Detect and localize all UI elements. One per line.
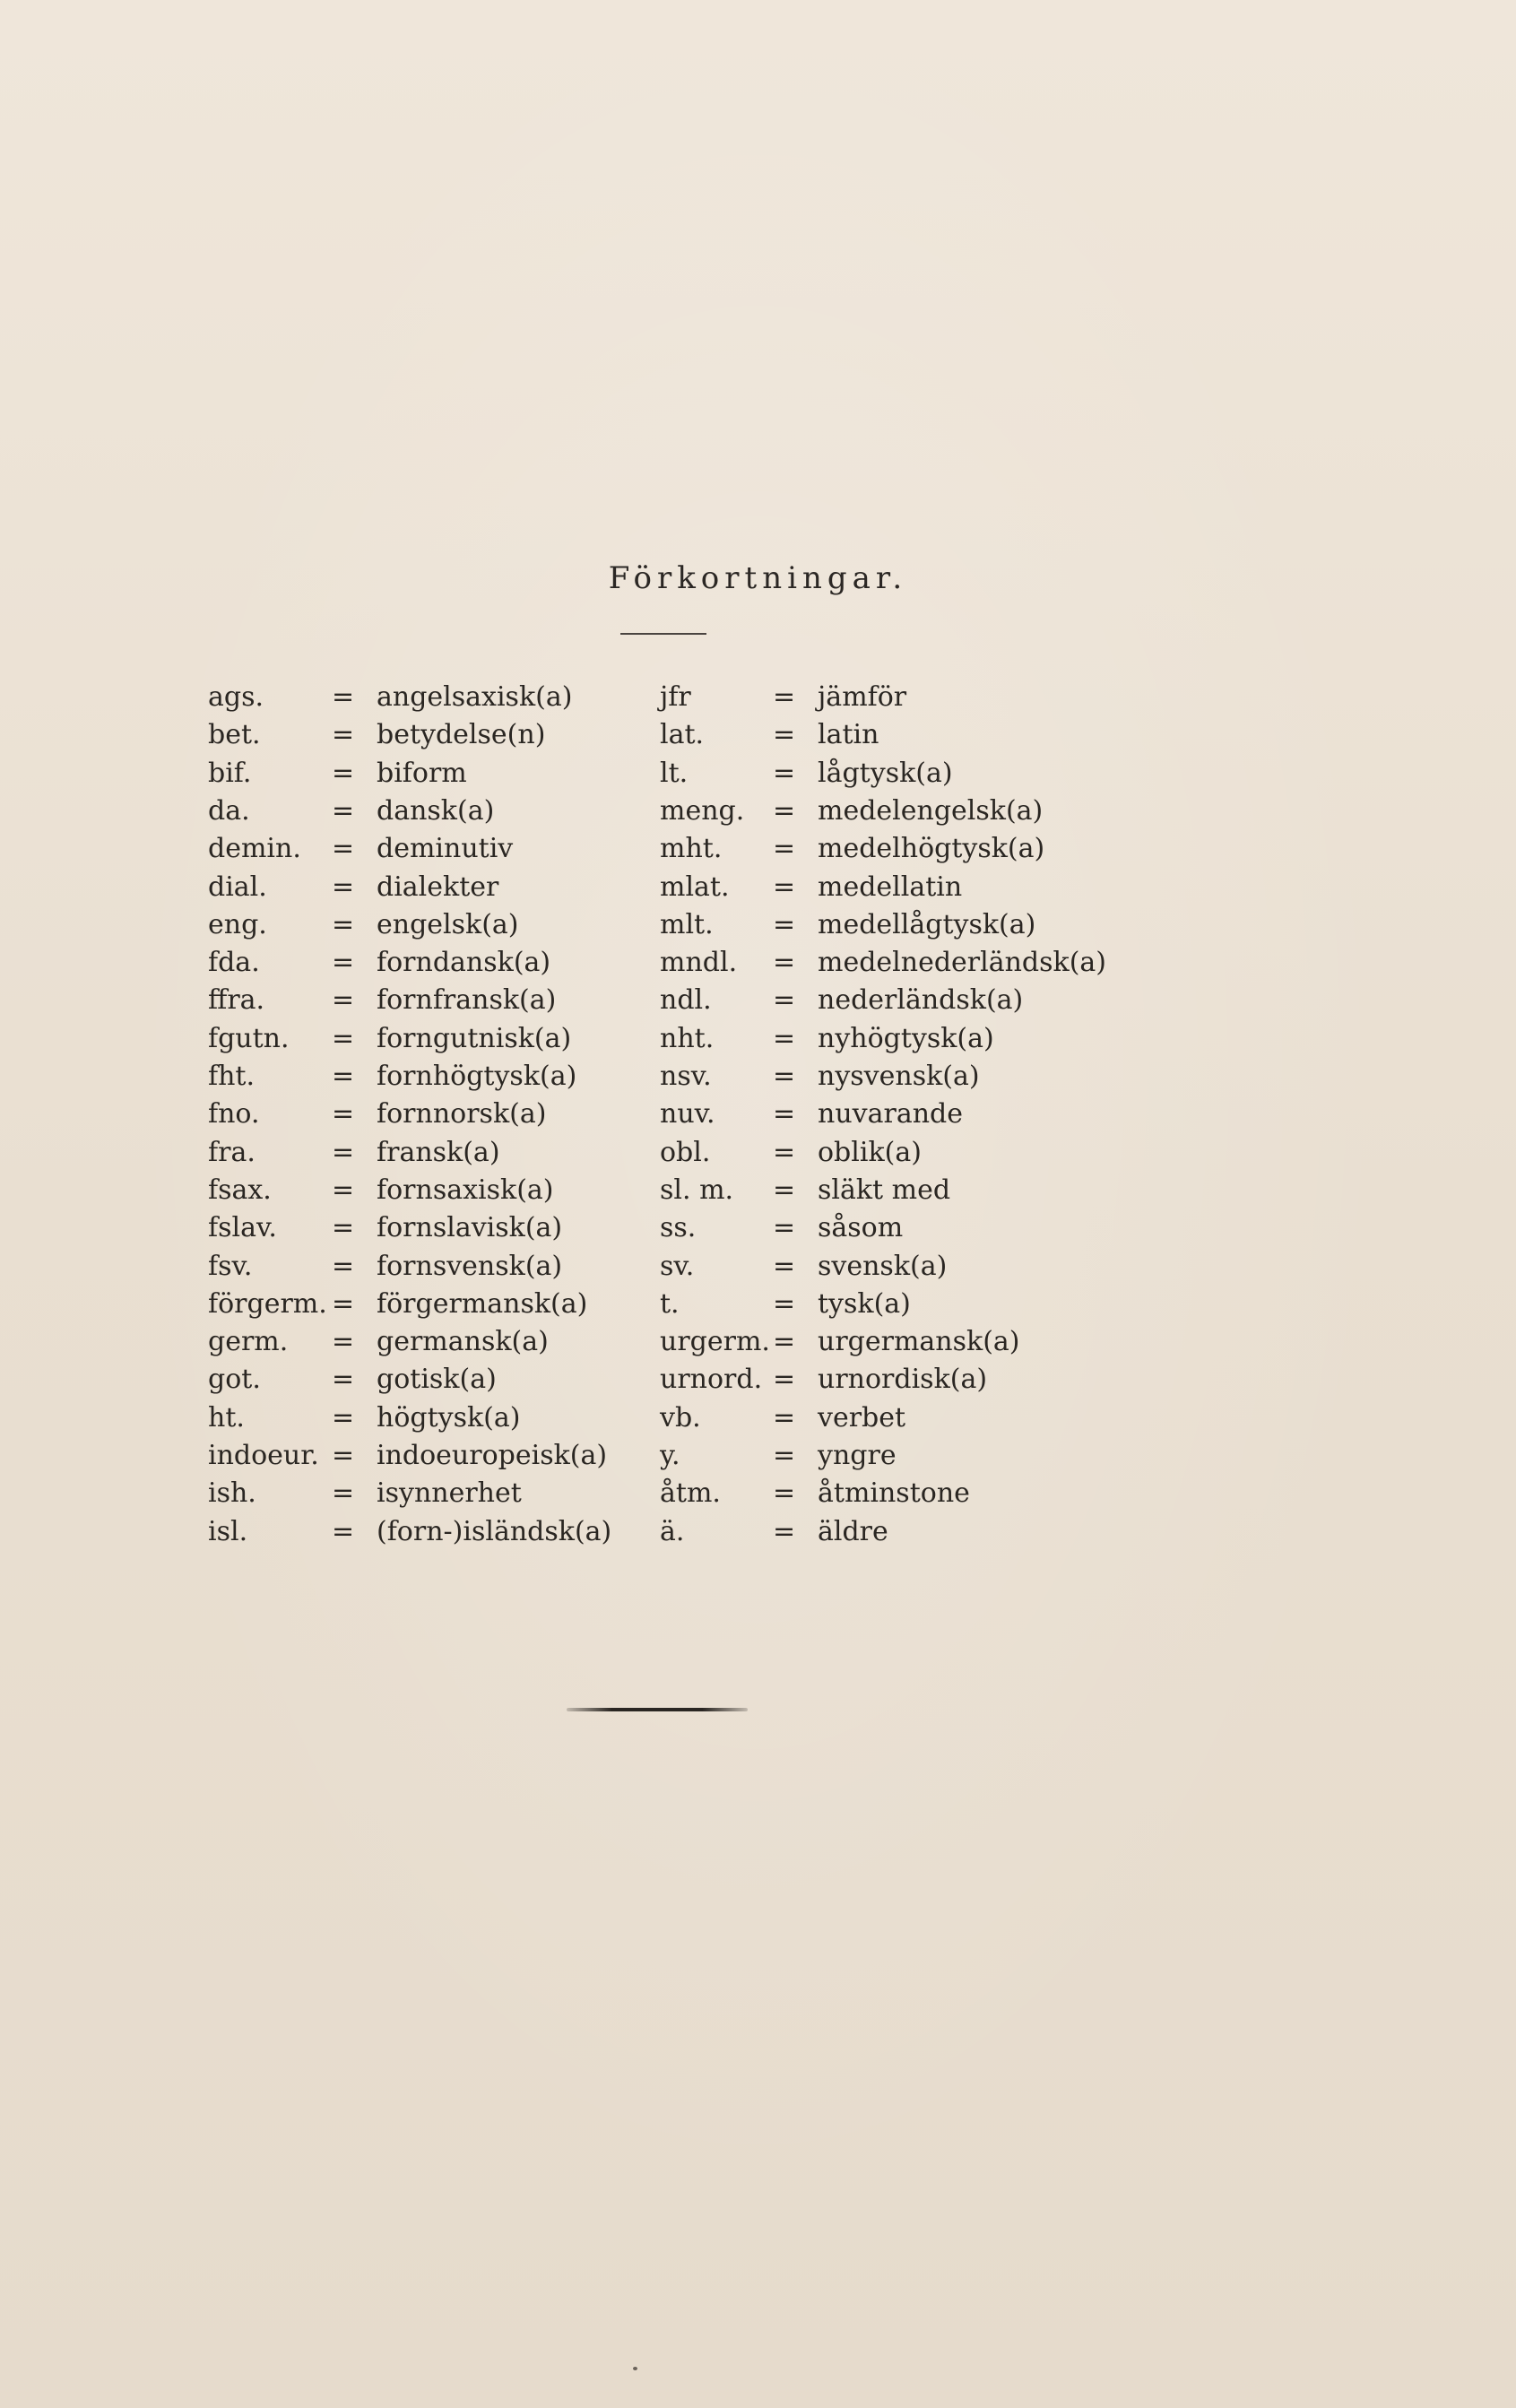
abbreviation-meaning: fornfransk(a)	[377, 984, 557, 1017]
abbreviation-term: meng.	[660, 794, 745, 827]
equals-sign: =	[332, 1401, 355, 1434]
equals-sign: =	[332, 681, 355, 713]
abbreviation-meaning: verbet	[818, 1401, 906, 1434]
equals-sign: =	[332, 833, 355, 865]
abbreviation-term: sl. m.	[660, 1174, 734, 1206]
equals-sign: =	[773, 984, 796, 1017]
equals-sign: =	[773, 1440, 796, 1471]
abbreviation-meaning: jämför	[818, 681, 907, 713]
equals-sign: =	[773, 719, 796, 751]
abbreviation-term: mlat.	[660, 871, 730, 903]
abbreviation-meaning: dansk(a)	[377, 794, 495, 827]
abbreviation-meaning: medelnederländsk(a)	[818, 947, 1107, 979]
equals-sign: =	[773, 1477, 796, 1510]
abbreviation-entry	[660, 831, 1287, 867]
equals-sign: =	[773, 1401, 796, 1434]
abbreviation-meaning: nuvarande	[818, 1098, 963, 1130]
equals-sign: =	[332, 1440, 355, 1471]
abbreviation-meaning: biform	[377, 757, 467, 789]
abbreviation-meaning: medellatin	[818, 871, 963, 903]
abbreviation-meaning: medellågtysk(a)	[818, 908, 1036, 940]
abbreviation-entry	[660, 1059, 1287, 1095]
abbreviation-meaning: engelsk(a)	[377, 908, 519, 940]
abbreviation-meaning: fornsvensk(a)	[377, 1250, 563, 1282]
abbreviation-meaning: oblik(a)	[818, 1136, 922, 1168]
abbreviation-term: nht.	[660, 1022, 715, 1054]
abbreviation-term: ss.	[660, 1212, 697, 1244]
equals-sign: =	[773, 1136, 796, 1168]
abbreviation-entry	[660, 1362, 1287, 1398]
abbreviation-term: ags.	[208, 681, 264, 713]
abbreviation-meaning: lågtysk(a)	[818, 757, 953, 789]
equals-sign: =	[332, 794, 355, 827]
abbreviation-meaning: dialekter	[377, 871, 499, 903]
abbreviation-term: ish.	[208, 1477, 256, 1510]
abbreviation-entry	[660, 1173, 1287, 1208]
abbreviation-meaning: släkt med	[818, 1174, 951, 1206]
abbreviation-entry	[660, 1400, 1287, 1436]
abbreviation-meaning: fornslavisk(a)	[377, 1212, 563, 1244]
abbreviation-term: mndl.	[660, 947, 738, 979]
abbreviation-entry	[660, 756, 1287, 792]
equals-sign: =	[332, 984, 355, 1017]
abbreviation-term: dial.	[208, 871, 267, 903]
abbreviation-term: mht.	[660, 833, 723, 865]
abbreviation-term: nuv.	[660, 1098, 715, 1130]
abbreviation-meaning: högtysk(a)	[377, 1401, 521, 1434]
page-title: Förkortningar.	[608, 560, 908, 596]
abbreviation-meaning: fornsaxisk(a)	[377, 1174, 554, 1206]
equals-sign: =	[332, 1212, 355, 1244]
abbreviation-meaning: urgermansk(a)	[818, 1326, 1020, 1358]
equals-sign: =	[332, 719, 355, 751]
abbreviation-entry	[660, 680, 1287, 715]
abbreviation-term: fda.	[208, 947, 260, 979]
abbreviation-term: åtm.	[660, 1477, 721, 1510]
abbreviation-term: mlt.	[660, 908, 714, 940]
paper-speck	[633, 2367, 637, 2370]
abbreviation-meaning: indoeuropeisk(a)	[377, 1440, 608, 1471]
abbreviation-meaning: tysk(a)	[818, 1287, 911, 1320]
equals-sign: =	[773, 1022, 796, 1054]
equals-sign: =	[773, 1364, 796, 1396]
equals-sign: =	[773, 681, 796, 713]
equals-sign: =	[773, 757, 796, 789]
equals-sign: =	[773, 1098, 796, 1130]
abbreviation-term: bif.	[208, 757, 252, 789]
abbreviation-term: da.	[208, 794, 250, 827]
abbreviation-term: t.	[660, 1287, 680, 1320]
abbreviation-term: demin.	[208, 833, 301, 865]
equals-sign: =	[332, 1515, 355, 1547]
equals-sign: =	[773, 1174, 796, 1206]
abbreviation-meaning: (forn-)isländsk(a)	[377, 1515, 612, 1547]
abbreviation-meaning: forngutnisk(a)	[377, 1022, 572, 1054]
abbreviation-meaning: nederländsk(a)	[818, 984, 1024, 1017]
abbreviation-term: fsv.	[208, 1250, 253, 1282]
equals-sign: =	[773, 1515, 796, 1547]
abbreviation-entry	[660, 1249, 1287, 1285]
equals-sign: =	[332, 1061, 355, 1092]
equals-sign: =	[773, 833, 796, 865]
abbreviation-meaning: fornhögtysk(a)	[377, 1061, 577, 1092]
abbreviation-entry	[660, 945, 1287, 981]
equals-sign: =	[773, 794, 796, 827]
abbreviation-term: fslav.	[208, 1212, 277, 1244]
equals-sign: =	[332, 757, 355, 789]
abbreviation-term: förgerm.	[208, 1287, 327, 1320]
abbreviation-meaning: fornnorsk(a)	[377, 1098, 547, 1130]
abbreviation-entry	[660, 793, 1287, 829]
abbreviation-entry	[660, 1324, 1287, 1360]
abbreviation-term: ffra.	[208, 984, 265, 1017]
abbreviation-term: fsax.	[208, 1174, 272, 1206]
abbreviation-meaning: såsom	[818, 1212, 904, 1244]
equals-sign: =	[773, 1250, 796, 1282]
equals-sign: =	[332, 1287, 355, 1320]
abbreviation-term: ä.	[660, 1515, 685, 1547]
abbreviation-term: nsv.	[660, 1061, 712, 1092]
equals-sign: =	[773, 908, 796, 940]
bottom-ornamental-rule	[567, 1708, 748, 1711]
equals-sign: =	[773, 1061, 796, 1092]
abbreviation-entry	[660, 1476, 1287, 1511]
equals-sign: =	[332, 1364, 355, 1396]
abbreviation-meaning: isynnerhet	[377, 1477, 522, 1510]
abbreviation-term: ndl.	[660, 984, 712, 1017]
abbreviation-term: fgutn.	[208, 1022, 290, 1054]
abbreviation-term: eng.	[208, 908, 267, 940]
equals-sign: =	[773, 1287, 796, 1320]
equals-sign: =	[332, 947, 355, 979]
abbreviation-term: sv.	[660, 1250, 695, 1282]
equals-sign: =	[332, 908, 355, 940]
equals-sign: =	[773, 1326, 796, 1358]
equals-sign: =	[332, 871, 355, 903]
abbreviation-meaning: medelengelsk(a)	[818, 794, 1044, 827]
abbreviation-meaning: yngre	[818, 1440, 897, 1471]
abbreviation-term: urnord.	[660, 1364, 763, 1396]
abbreviation-meaning: svensk(a)	[818, 1250, 948, 1282]
abbreviation-term: got.	[208, 1364, 261, 1396]
equals-sign: =	[332, 1477, 355, 1510]
title-divider	[620, 633, 706, 635]
abbreviation-meaning: medelhögtysk(a)	[818, 833, 1045, 865]
abbreviation-entry	[660, 1096, 1287, 1132]
abbreviation-term: indoeur.	[208, 1440, 319, 1471]
abbreviation-meaning: betydelse(n)	[377, 719, 546, 751]
abbreviation-meaning: gotisk(a)	[377, 1364, 497, 1396]
equals-sign: =	[332, 1098, 355, 1130]
abbreviation-term: lat.	[660, 719, 705, 751]
abbreviation-term: fno.	[208, 1098, 260, 1130]
abbreviation-meaning: urnordisk(a)	[818, 1364, 988, 1396]
abbreviation-meaning: forndansk(a)	[377, 947, 551, 979]
abbreviation-term: lt.	[660, 757, 689, 789]
abbreviation-meaning: äldre	[818, 1515, 888, 1547]
abbreviation-entry	[660, 870, 1287, 905]
equals-sign: =	[332, 1326, 355, 1358]
abbreviation-term: isl.	[208, 1515, 248, 1547]
abbreviation-entry	[660, 907, 1287, 943]
abbreviation-entry	[660, 1286, 1287, 1322]
abbreviation-term: fra.	[208, 1136, 256, 1168]
equals-sign: =	[773, 871, 796, 903]
abbreviation-term: bet.	[208, 719, 261, 751]
abbreviation-term: y.	[660, 1440, 680, 1471]
abbreviation-entry	[660, 1438, 1287, 1474]
abbreviation-meaning: nysvensk(a)	[818, 1061, 980, 1092]
equals-sign: =	[332, 1136, 355, 1168]
equals-sign: =	[773, 947, 796, 979]
abbreviation-entry	[660, 717, 1287, 753]
abbreviation-meaning: germansk(a)	[377, 1326, 549, 1358]
abbreviation-meaning: åtminstone	[818, 1477, 970, 1510]
abbreviation-entry	[660, 1021, 1287, 1057]
abbreviation-meaning: nyhögtysk(a)	[818, 1022, 994, 1054]
equals-sign: =	[773, 1212, 796, 1244]
abbreviation-meaning: angelsaxisk(a)	[377, 681, 573, 713]
abbreviation-entry	[660, 983, 1287, 1018]
abbreviation-meaning: fransk(a)	[377, 1136, 500, 1168]
abbreviation-term: vb.	[660, 1401, 701, 1434]
abbreviation-term: germ.	[208, 1326, 289, 1358]
equals-sign: =	[332, 1174, 355, 1206]
abbreviation-entry	[660, 1210, 1287, 1246]
abbreviation-meaning: latin	[818, 719, 879, 751]
abbreviation-term: fht.	[208, 1061, 256, 1092]
equals-sign: =	[332, 1022, 355, 1054]
abbreviation-meaning: förgermansk(a)	[377, 1287, 588, 1320]
abbreviation-term: urgerm.	[660, 1326, 770, 1358]
abbreviation-meaning: deminutiv	[377, 833, 514, 865]
equals-sign: =	[332, 1250, 355, 1282]
abbreviation-term: obl.	[660, 1136, 711, 1168]
abbreviation-term: ht.	[208, 1401, 245, 1434]
abbreviation-term: jfr	[660, 681, 691, 713]
abbreviation-entry	[660, 1514, 1287, 1550]
abbreviation-entry	[660, 1135, 1287, 1171]
